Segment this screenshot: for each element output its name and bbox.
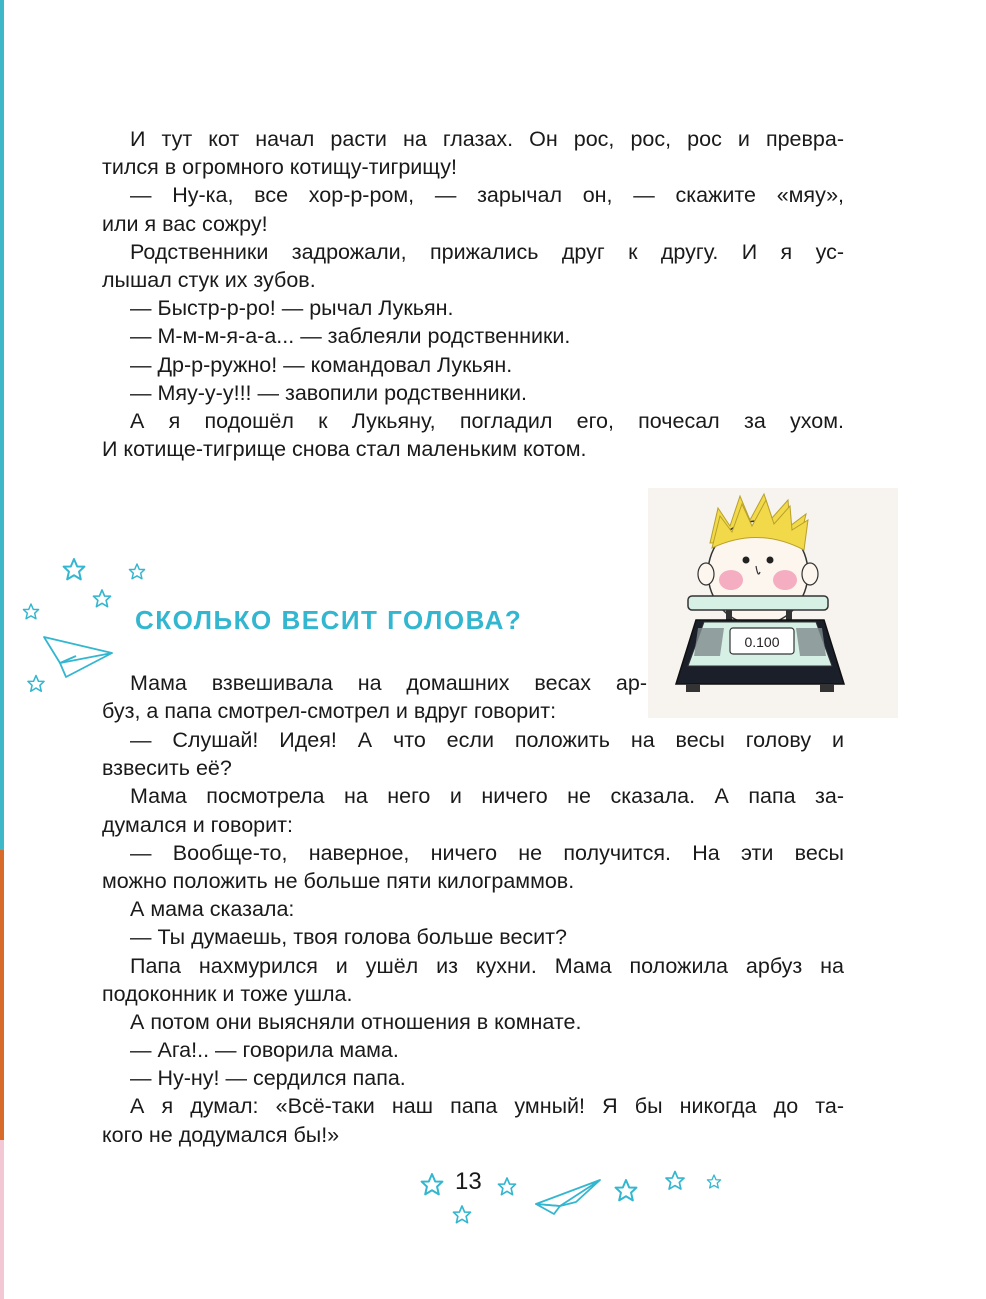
chapter-title: СКОЛЬКО ВЕСИТ ГОЛОВА?	[135, 605, 523, 635]
left-ear	[698, 563, 714, 585]
text-line: — Мяу-у-у!!! — завопили родственники.	[130, 380, 527, 405]
text-line: А я подошёл к Лукьяну, погладил его, почесал за ухом.	[130, 408, 844, 433]
left-eye	[743, 557, 750, 564]
text-line: Папа нахмурился и ушёл из кухни. Мама положила арбуз на	[130, 953, 844, 978]
text-line: — Др-р-ружно! — командовал Лукьян.	[130, 352, 513, 377]
text-line: — Вообще-то, наверное, ничего не получится. На эти весы	[130, 840, 844, 865]
scale-grill-right	[796, 628, 826, 656]
page-number: 13	[455, 1168, 482, 1195]
text-line: А мама сказала:	[130, 897, 295, 922]
scale-foot-right	[820, 684, 834, 692]
star-icon	[616, 1180, 637, 1200]
text-line: думался и говорит:	[102, 812, 293, 837]
story-ending-text	[102, 125, 844, 463]
star-icon	[422, 1174, 443, 1194]
text-line: А я думал: «Всё-таки наш папа умный! Я бы никогда до та-	[130, 1094, 844, 1119]
star-icon	[498, 1178, 515, 1195]
text-line: кого не додумался бы!»	[102, 1122, 340, 1147]
scale-stem-left	[726, 610, 732, 620]
text-line: — Быстр-р-ро! — рычал Лукьян.	[130, 296, 454, 321]
page-edge-top	[0, 0, 4, 850]
star-icon	[23, 604, 38, 619]
text-line: Мама взвешивала на домашних весах ар-	[130, 671, 647, 695]
text-line: — Ты думаешь, твоя голова больше весит?	[130, 925, 567, 950]
text-line: Родственники задрожали, прижались друг к другу. И я ус-	[130, 239, 844, 264]
star-icon	[453, 1206, 470, 1223]
text-line: взвесить её?	[102, 756, 232, 781]
scale-plate	[688, 596, 828, 610]
text-line: буз, а папа смотрел-смотрел и вдруг говорит:	[102, 699, 557, 724]
star-icon	[666, 1172, 684, 1190]
paper-plane-icon	[536, 1180, 600, 1214]
text-line: А потом они выясняли отношения в комнате.	[130, 1009, 582, 1034]
text-line: Мама посмотрела на него и ничего не сказала. А папа за-	[130, 784, 844, 809]
boy-on-scale-illustration	[648, 488, 898, 718]
text-line: — Ага!.. — говорила мама.	[130, 1038, 399, 1063]
star-icon	[707, 1175, 720, 1188]
text-line: И котище-тигрище снова стал маленьким котом.	[102, 437, 587, 462]
chapter-intro-text	[102, 669, 647, 725]
right-eye	[767, 557, 774, 564]
text-line: — Слушай! Идея! А что если положить на весы голову и	[130, 728, 844, 752]
text-line: подоконник и тоже ушла.	[102, 981, 353, 1006]
left-cheek	[719, 570, 743, 590]
text-line: И тут кот начал расти на глазах. Он рос, рос, рос и превра-	[130, 127, 844, 151]
text-line: — М-м-м-я-а-а... — заблеяли родственники.	[130, 324, 571, 349]
text-line: можно положить не больше пяти килограммов.	[102, 868, 575, 893]
right-cheek	[773, 570, 797, 590]
scale-reading: 0.100	[744, 634, 780, 650]
text-line: тился в огромного котищу-тигрищу!	[102, 155, 457, 180]
text-line: или я вас сожру!	[102, 211, 268, 236]
scale-stem-right	[786, 610, 792, 620]
scale-grill-left	[694, 628, 724, 656]
chapter-body-text	[102, 726, 844, 1149]
page-edge-middle	[0, 850, 4, 1140]
star-icon	[64, 559, 85, 579]
text-line: — Ну-ка, все хор-р-ром, — зарычал он, — скажите «мяу»,	[130, 183, 844, 208]
star-icon	[129, 564, 144, 579]
text-line: лышал стук их зубов.	[102, 267, 316, 292]
star-icon	[93, 590, 110, 607]
text-line: — Ну-ну! — сердился папа.	[130, 1066, 406, 1091]
page-edge-bottom	[0, 1140, 4, 1299]
scale-foot-left	[686, 684, 700, 692]
right-ear	[802, 563, 818, 585]
star-icon	[28, 676, 44, 692]
